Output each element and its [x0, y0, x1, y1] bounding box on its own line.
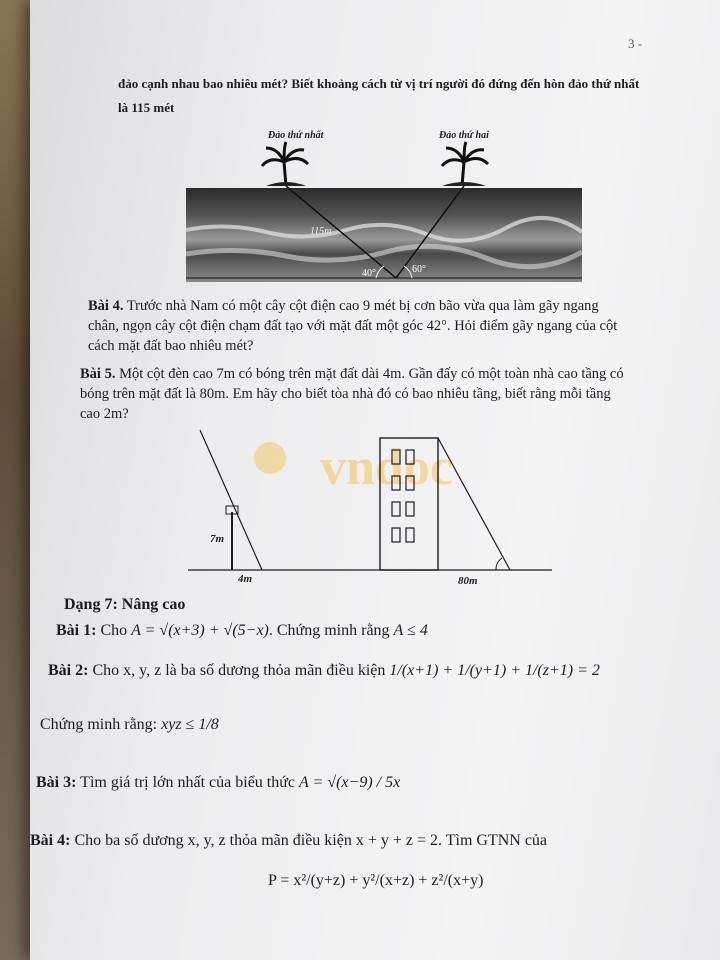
bai2-condition: 1/(x+1) + 1/(y+1) + 1/(z+1) = 2	[389, 662, 600, 679]
bai1-expression: A = √(x+3) + √(5−x)	[131, 622, 269, 639]
intro-line-1: đảo cạnh nhau bao nhiêu mét? Biết khoảng cách từ vị trí người đó đứng đến hòn đảo thứ nhất	[118, 76, 640, 91]
bai4-expression: P = x²/(y+z) + y²/(x+z) + z²/(x+y)	[268, 872, 484, 889]
bai5-line-3: cao 2m?	[80, 406, 129, 422]
watermark-text: vndoc	[320, 439, 453, 496]
shadow-figure	[180, 420, 560, 590]
bai4-line-2: chân, ngọn cây cột điện chạm đất tạo với mặt đất một góc 42°. Hỏi điểm gãy ngang của cột	[88, 318, 618, 334]
bai4-line-1: Bài 4. Trước nhà Nam có một cây cột điện cao 9 mét bị cơn bão vừa qua làm gãy ngang	[88, 298, 599, 314]
dang7-bai1: Bài 1: Cho A = √(x+3) + √(5−x). Chứng minh rằng A ≤ 4	[56, 622, 428, 639]
island-figure	[186, 126, 582, 282]
angle-left-label: 40°	[362, 268, 376, 279]
island-2-label: Đảo thứ hai	[439, 130, 489, 141]
palm-tree-icon	[442, 142, 488, 186]
bai4-line-3: cách mặt đất bao nhiêu mét?	[88, 338, 254, 354]
pole-height-label: 7m	[210, 533, 225, 545]
watermark-logo-icon	[254, 442, 286, 474]
pole-shadow-label: 4m	[238, 573, 253, 585]
bai3-expression: A = √(x−9) / 5x	[299, 774, 401, 791]
bai5-line-1: Bài 5. Một cột đèn cao 7m có bóng trên mặt đất dài 4m. Gần đấy có một toàn nhà cao tầng có	[80, 366, 624, 382]
distance-label: 115m	[310, 226, 332, 237]
section-title: Dạng 7: Nâng cao	[64, 596, 186, 613]
dang7-bai3: Bài 3: Tìm giá trị lớn nhất của biểu thức A = √(x−9) / 5x	[36, 774, 401, 791]
building-shadow-label: 80m	[458, 575, 478, 587]
palm-tree-icon	[262, 142, 308, 186]
bai2-claim: xyz ≤ 1/8	[161, 716, 219, 733]
intro-line-2: là 115 mét	[118, 100, 175, 115]
island-1-label: Đảo thứ nhất	[268, 130, 324, 141]
dang7-bai4: Bài 4: Cho ba số dương x, y, z thỏa mãn điều kiện x + y + z = 2. Tìm GTNN của	[30, 832, 548, 849]
dang7-bai2: Bài 2: Cho x, y, z là ba số dương thỏa mãn điều kiện 1/(x+1) + 1/(y+1) + 1/(z+1) = 2	[48, 662, 600, 679]
angle-right-label: 60°	[412, 264, 426, 275]
bai5-line-2: bóng trên mặt đất là 80m. Em hãy cho biết tòa nhà đó có bao nhiêu tầng, biết rằng mỗi tầng	[80, 386, 611, 402]
page-mark: 3 -	[628, 36, 643, 51]
dang7-bai2-prove: Chứng minh rằng: xyz ≤ 1/8	[40, 716, 219, 733]
